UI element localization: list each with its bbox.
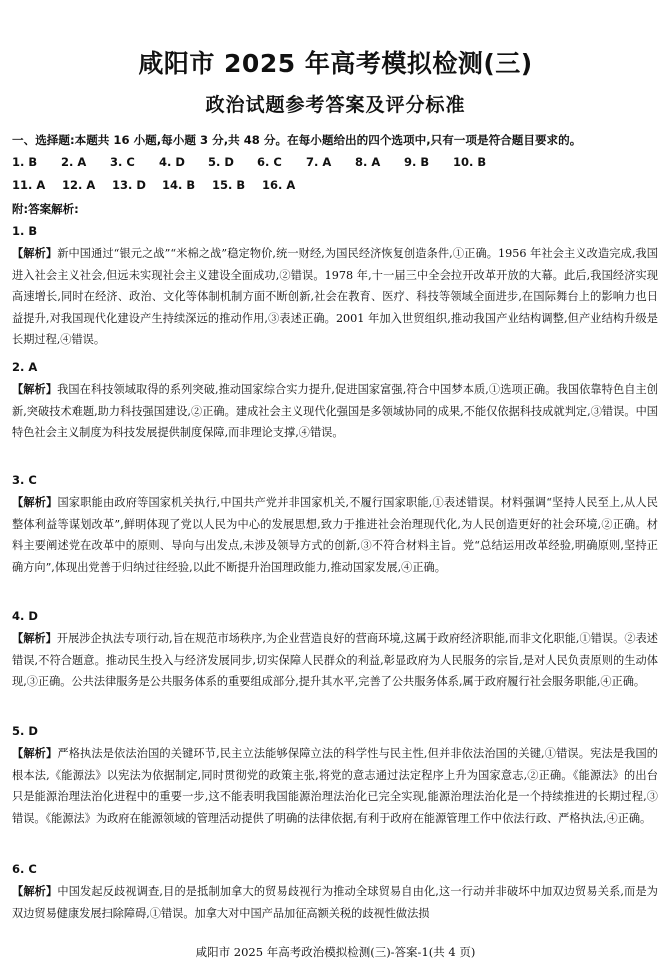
answer-row-1 [12,155,502,169]
page-title: 咸阳市 2025 年高考模拟检测(三) [138,49,533,78]
answer-item: 3. C [110,155,135,169]
answer-item: 1. B [12,155,38,169]
answer-item: 9. B [404,155,430,169]
explanation-paragraph [12,881,658,924]
question-number: 3. C [12,473,37,487]
explanation-text: 开展涉企执法专项行动,旨在规范市场秩序,为企业营造良好的营商环境,这属于政府经济职能,而非文化职能,①错误。②表述错误,不符合题意。推动民生投入与经济发展同步,切实保障人民群众的利益,彰显政府为人民服务的宗旨,是对人民负责原则的生动体现,③正确。公共法律服务是公共服务体系的重要组成部分,提升其水平,完善了公共服务体系,属于政府履行社会服务职能,④正确。 [12,632,658,688]
explanation-paragraph [12,492,658,578]
answer-item: 10. B [453,155,487,169]
explanation-paragraph [12,628,658,693]
question-number: 1. B [12,224,38,238]
answer-item: 5. D [208,155,234,169]
explanation-paragraph [12,243,658,351]
explanation-tag: 【解析】 [12,383,58,396]
explanation-tag: 【解析】 [12,885,58,898]
answer-item: 4. D [159,155,185,169]
explanation-tag: 【解析】 [12,747,58,760]
question-number: 6. C [12,862,37,876]
answer-item: 6. C [257,155,282,169]
explanation-tag: 【解析】 [12,247,58,260]
question-number: 5. D [12,724,38,738]
page-footer: 咸阳市 2025 年高考政治模拟检测(三)-答案-1(共 4 页) [195,945,476,959]
answer-item: 16. A [262,178,296,192]
answer-item: 8. A [355,155,381,169]
explanation-text: 新中国通过“银元之战”“米棉之战”稳定物价,统一财经,为国民经济恢复创造条件,①正确。1956 年社会主义改造完成,我国进入社会主义社会,但远未实现社会主义建设全面成功,②错误。1978 年,十一届三中全会拉开改革开放的大幕。此后,我国经济实现高速增长,同时在经济、政治、文化等体制机制方面不断创新,社会在教育、医疗、科技等领域全面进步,在国际舞台上的影响力也日益提升,对我国现代化建设产生持续深远的推动作用,③表述正确。2001 年加入世贸组织,推动我国产业结构调整,但产业结构升级是长期过程,④错误。 [12,247,658,346]
page-subtitle: 政治试题参考答案及评分标准 [205,94,466,116]
answer-item: 7. A [306,155,332,169]
explanation-text: 我国在科技领域取得的系列突破,推动国家综合实力提升,促进国家富强,符合中国梦本质,①选项正确。我国依靠特色自主创新,突破技术难题,助力科技强国建设,②正确。建成社会主义现代化强国是多领域协同的成果,不能仅依据科技成就判定,③错误。中国特色社会主义制度为科技发展提供制度保障,而非理论支撑,④错误。 [12,383,658,439]
question-number: 2. A [12,360,38,374]
answer-item: 13. D [112,178,146,192]
answer-item: 15. B [212,178,246,192]
explanation-paragraph [12,379,658,444]
answer-item: 14. B [162,178,196,192]
explanation-tag: 【解析】 [12,632,57,645]
answer-item: 2. A [61,155,87,169]
explanation-tag: 【解析】 [12,496,58,509]
explanation-paragraph [12,743,658,829]
explanation-text: 国家职能由政府等国家机关执行,中国共产党并非国家机关,不履行国家职能,①表述错误。材料强调“坚持人民至上,从人民整体利益等谋划改革”,鲜明体现了党以人民为中心的发展思想,致力于推进社会治理现代化,为人民创造更好的社会环境,②正确。材料主要阐述党在改革中的原则、导向与出发点,未涉及领导方式的创新,③不符合材料主旨。党“总结运用改革经验,明确原则,坚持正确方向”,体现出党善于归纳过往经验,以此不断提升治国理政能力,推动国家发展,④正确。 [12,496,658,574]
answer-item: 11. A [12,178,46,192]
answer-row-2 [12,178,312,192]
appendix-label: 附:答案解析: [12,202,79,216]
explanation-text: 中国发起反歧视调查,目的是抵制加拿大的贸易歧视行为推动全球贸易自由化,这一行动并非破坏中加双边贸易关系,而是为双边贸易健康发展扫除障碍,①错误。加拿大对中国产品加征高额关税的歧视性做法损 [12,885,658,920]
section-heading-choice: 一、选择题:本题共 16 小题,每小题 3 分,共 48 分。在每小题给出的四个选项中,只有一项是符合题目要求的。 [12,133,582,147]
answer-item: 12. A [62,178,96,192]
question-number: 4. D [12,609,38,623]
explanation-text: 严格执法是依法治国的关键环节,民主立法能够保障立法的科学性与民主性,但并非依法治国的关键,①错误。宪法是我国的根本法,《能源法》以宪法为依据制定,同时贯彻党的政策主张,将党的意志通过法定程序上升为国家意志,②正确。《能源法》的出台只是能源治理法治化进程中的重要一步,这不能表明我国能源治理法治化已完全实现,能源治理法治化是一个持续推进的长期过程,③错误。《能源法》为政府在能源领域的管理活动提供了明确的法律依据,有利于政府在能源管理工作中依法行政、严格执法,④正确。 [12,747,658,825]
